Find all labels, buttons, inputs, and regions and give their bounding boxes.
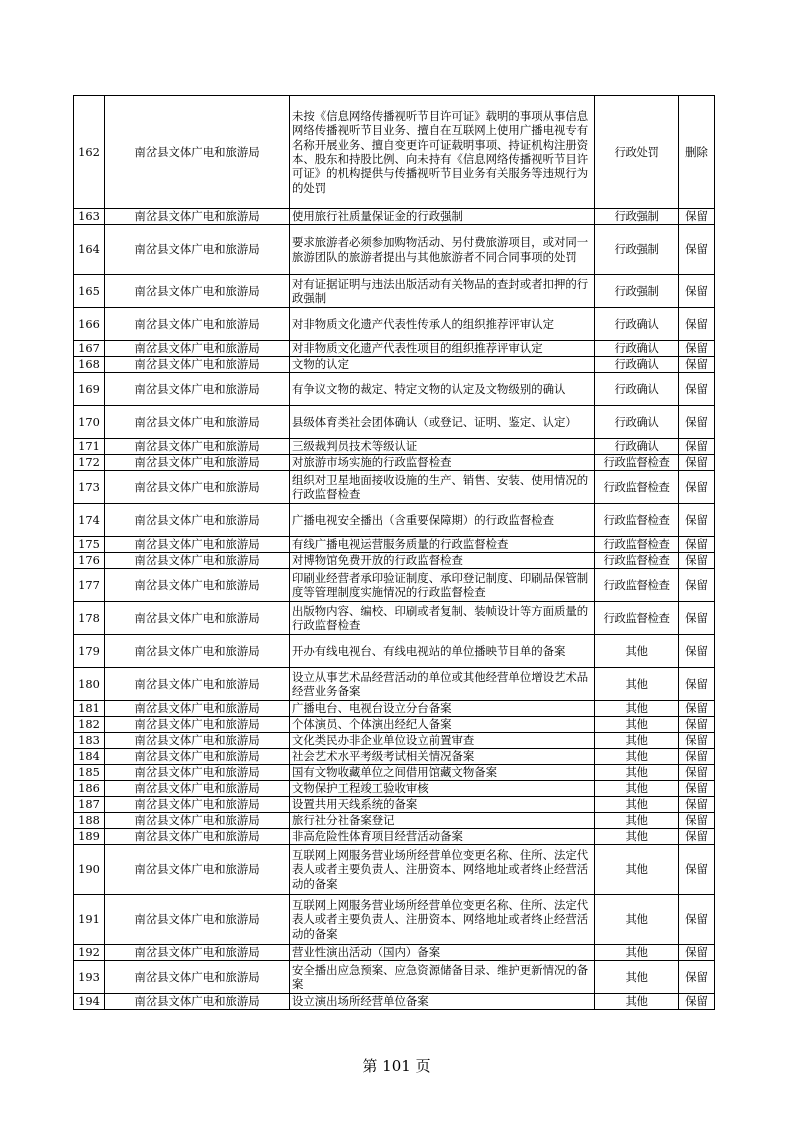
- department: 南岔县文体广电和旅游局: [105, 209, 290, 225]
- row-number: 187: [74, 797, 105, 813]
- row-number: 172: [74, 455, 105, 471]
- item-name: 设立演出场所经营单位备案: [290, 994, 595, 1010]
- table-row: [74, 225, 715, 275]
- item-type: 行政处罚: [595, 96, 679, 209]
- item-name: 出版物内容、编校、印刷或者复制、装帧设计等方面质量的行政监督检查: [290, 602, 595, 635]
- row-number: 194: [74, 994, 105, 1010]
- result: 保留: [679, 635, 715, 668]
- item-type: 行政强制: [595, 225, 679, 275]
- table-row: [74, 275, 715, 308]
- row-number: 177: [74, 569, 105, 602]
- item-name: 安全播出应急预案、应急资源储备目录、维护更新情况的备案: [290, 961, 595, 994]
- department: 南岔县文体广电和旅游局: [105, 504, 290, 537]
- item-type: 其他: [595, 781, 679, 797]
- department: 南岔县文体广电和旅游局: [105, 439, 290, 455]
- item-name: 设立从事艺术品经营活动的单位或其他经营单位增设艺术品经营业务备案: [290, 668, 595, 701]
- result: 保留: [679, 209, 715, 225]
- row-number: 175: [74, 537, 105, 553]
- item-name: 未按《信息网络传播视听节目许可证》载明的事项从事信息网络传播视听节目业务、擅自在互联网上使用广播电视专有名称开展业务、擅自变更许可证载明事项、持证机构注册资本、股东和持股比例、向未持有《信息网络传播视听节目许可证》的机构提供与传播视听节目业务有关服务等违规行为的处罚: [290, 96, 595, 209]
- row-number: 191: [74, 895, 105, 945]
- department: 南岔县文体广电和旅游局: [105, 96, 290, 209]
- result: 保留: [679, 373, 715, 406]
- result: 保留: [679, 553, 715, 569]
- row-number: 171: [74, 439, 105, 455]
- result: 保留: [679, 308, 715, 341]
- department: 南岔县文体广电和旅游局: [105, 765, 290, 781]
- item-name: 文化类民办非企业单位设立前置审查: [290, 733, 595, 749]
- result: 保留: [679, 504, 715, 537]
- item-name: 个体演员、个体演出经纪人备案: [290, 717, 595, 733]
- table-row: [74, 96, 715, 209]
- table-row: [74, 439, 715, 455]
- department: 南岔县文体广电和旅游局: [105, 994, 290, 1010]
- row-number: 174: [74, 504, 105, 537]
- department: 南岔县文体广电和旅游局: [105, 635, 290, 668]
- row-number: 164: [74, 225, 105, 275]
- table-row: [74, 308, 715, 341]
- item-type: 行政强制: [595, 275, 679, 308]
- result: 保留: [679, 717, 715, 733]
- result: 保留: [679, 455, 715, 471]
- table-row: [74, 945, 715, 961]
- department: 南岔县文体广电和旅游局: [105, 829, 290, 845]
- result: 保留: [679, 797, 715, 813]
- table-row: [74, 994, 715, 1010]
- item-type: 行政确认: [595, 357, 679, 373]
- table-row: [74, 961, 715, 994]
- table-row: [74, 341, 715, 357]
- department: 南岔县文体广电和旅游局: [105, 553, 290, 569]
- table-row: [74, 845, 715, 895]
- result: 保留: [679, 602, 715, 635]
- table-row: [74, 749, 715, 765]
- department: 南岔县文体广电和旅游局: [105, 781, 290, 797]
- department: 南岔县文体广电和旅游局: [105, 471, 290, 504]
- row-number: 184: [74, 749, 105, 765]
- item-name: 文物的认定: [290, 357, 595, 373]
- item-type: 行政监督检查: [595, 537, 679, 553]
- item-name: 组织对卫星地面接收设施的生产、销售、安装、使用情况的行政监督检查: [290, 471, 595, 504]
- table-body: [74, 96, 715, 1010]
- result: 保留: [679, 781, 715, 797]
- page-number: 第 101 页: [362, 1057, 431, 1075]
- item-type: 其他: [595, 668, 679, 701]
- row-number: 186: [74, 781, 105, 797]
- item-name: 要求旅游者必须参加购物活动、另付费旅游项目，或对同一旅游团队的旅游者提出与其他旅游者不同合同事项的处罚: [290, 225, 595, 275]
- result: 保留: [679, 537, 715, 553]
- row-number: 163: [74, 209, 105, 225]
- department: 南岔县文体广电和旅游局: [105, 357, 290, 373]
- department: 南岔县文体广电和旅游局: [105, 225, 290, 275]
- result: 保留: [679, 668, 715, 701]
- item-type: 行政监督检查: [595, 569, 679, 602]
- result: 保留: [679, 275, 715, 308]
- item-type: 其他: [595, 765, 679, 781]
- table-row: [74, 895, 715, 945]
- department: 南岔县文体广电和旅游局: [105, 275, 290, 308]
- table-row: [74, 504, 715, 537]
- table-row: [74, 537, 715, 553]
- result: 保留: [679, 749, 715, 765]
- item-name: 有争议文物的裁定、特定文物的认定及文物级别的确认: [290, 373, 595, 406]
- row-number: 182: [74, 717, 105, 733]
- item-name: 国有文物收藏单位之间借用馆藏文物备案: [290, 765, 595, 781]
- department: 南岔县文体广电和旅游局: [105, 668, 290, 701]
- row-number: 183: [74, 733, 105, 749]
- item-type: 其他: [595, 733, 679, 749]
- item-name: 对有证据证明与违法出版活动有关物品的查封或者扣押的行政强制: [290, 275, 595, 308]
- result: 保留: [679, 765, 715, 781]
- department: 南岔县文体广电和旅游局: [105, 797, 290, 813]
- row-number: 170: [74, 406, 105, 439]
- result: 保留: [679, 994, 715, 1010]
- result: 保留: [679, 829, 715, 845]
- result: 保留: [679, 406, 715, 439]
- item-type: 行政监督检查: [595, 553, 679, 569]
- item-name: 广播电视安全播出（含重要保障期）的行政监督检查: [290, 504, 595, 537]
- table-row: [74, 813, 715, 829]
- result: 删除: [679, 96, 715, 209]
- item-type: 其他: [595, 845, 679, 895]
- table-row: [74, 455, 715, 471]
- table-row: [74, 765, 715, 781]
- row-number: 189: [74, 829, 105, 845]
- item-name: 互联网上网服务营业场所经营单位变更名称、住所、法定代表人或者主要负责人、注册资本、网络地址或者终止经营活动的备案: [290, 845, 595, 895]
- table-row: [74, 829, 715, 845]
- row-number: 168: [74, 357, 105, 373]
- row-number: 162: [74, 96, 105, 209]
- item-name: 广播电台、电视台设立分台备案: [290, 701, 595, 717]
- item-type: 其他: [595, 895, 679, 945]
- department: 南岔县文体广电和旅游局: [105, 961, 290, 994]
- table-row: [74, 602, 715, 635]
- item-type: 行政监督检查: [595, 455, 679, 471]
- item-type: 其他: [595, 961, 679, 994]
- department: 南岔县文体广电和旅游局: [105, 895, 290, 945]
- row-number: 167: [74, 341, 105, 357]
- item-name: 使用旅行社质量保证金的行政强制: [290, 209, 595, 225]
- item-type: 其他: [595, 813, 679, 829]
- row-number: 185: [74, 765, 105, 781]
- department: 南岔县文体广电和旅游局: [105, 537, 290, 553]
- department: 南岔县文体广电和旅游局: [105, 845, 290, 895]
- item-name: 设置共用天线系统的备案: [290, 797, 595, 813]
- department: 南岔县文体广电和旅游局: [105, 717, 290, 733]
- table-row: [74, 471, 715, 504]
- table-row: [74, 668, 715, 701]
- item-name: 营业性演出活动（国内）备案: [290, 945, 595, 961]
- result: 保留: [679, 341, 715, 357]
- row-number: 188: [74, 813, 105, 829]
- table-row: [74, 781, 715, 797]
- item-type: 其他: [595, 829, 679, 845]
- item-type: 行政确认: [595, 439, 679, 455]
- result: 保留: [679, 733, 715, 749]
- department: 南岔县文体广电和旅游局: [105, 701, 290, 717]
- result: 保留: [679, 225, 715, 275]
- item-name: 有线广播电视运营服务质量的行政监督检查: [290, 537, 595, 553]
- result: 保留: [679, 961, 715, 994]
- table-row: [74, 569, 715, 602]
- row-number: 193: [74, 961, 105, 994]
- department: 南岔县文体广电和旅游局: [105, 749, 290, 765]
- department: 南岔县文体广电和旅游局: [105, 813, 290, 829]
- item-type: 其他: [595, 749, 679, 765]
- item-type: 其他: [595, 797, 679, 813]
- department: 南岔县文体广电和旅游局: [105, 733, 290, 749]
- department: 南岔县文体广电和旅游局: [105, 341, 290, 357]
- table-row: [74, 406, 715, 439]
- item-name: 三级裁判员技术等级认证: [290, 439, 595, 455]
- item-type: 行政确认: [595, 341, 679, 357]
- item-type: 其他: [595, 701, 679, 717]
- item-name: 非高危险性体育项目经营活动备案: [290, 829, 595, 845]
- result: 保留: [679, 895, 715, 945]
- item-type: 行政确认: [595, 406, 679, 439]
- department: 南岔县文体广电和旅游局: [105, 373, 290, 406]
- item-type: 其他: [595, 994, 679, 1010]
- table-row: [74, 797, 715, 813]
- item-name: 文物保护工程竣工验收审核: [290, 781, 595, 797]
- result: 保留: [679, 945, 715, 961]
- item-type: 行政监督检查: [595, 602, 679, 635]
- item-name: 社会艺术水平考级考试相关情况备案: [290, 749, 595, 765]
- table-row: [74, 635, 715, 668]
- item-name: 对非物质文化遗产代表性传承人的组织推荐评审认定: [290, 308, 595, 341]
- item-type: 行政确认: [595, 308, 679, 341]
- table-row: [74, 553, 715, 569]
- row-number: 180: [74, 668, 105, 701]
- row-number: 178: [74, 602, 105, 635]
- department: 南岔县文体广电和旅游局: [105, 406, 290, 439]
- item-name: 旅行社分社备案登记: [290, 813, 595, 829]
- result: 保留: [679, 357, 715, 373]
- row-number: 192: [74, 945, 105, 961]
- item-name: 对非物质文化遗产代表性项目的组织推荐评审认定: [290, 341, 595, 357]
- item-name: 开办有线电视台、有线电视站的单位播映节目单的备案: [290, 635, 595, 668]
- table-row: [74, 701, 715, 717]
- result: 保留: [679, 813, 715, 829]
- item-name: 印刷业经营者承印验证制度、承印登记制度、印刷品保管制度等管理制度实施情况的行政监督检查: [290, 569, 595, 602]
- table-row: [74, 357, 715, 373]
- table-row: [74, 733, 715, 749]
- row-number: 166: [74, 308, 105, 341]
- result: 保留: [679, 569, 715, 602]
- result: 保留: [679, 439, 715, 455]
- item-type: 其他: [595, 945, 679, 961]
- item-name: 互联网上网服务营业场所经营单位变更名称、住所、法定代表人或者主要负责人、注册资本、网络地址或者终止经营活动的备案: [290, 895, 595, 945]
- row-number: 169: [74, 373, 105, 406]
- item-type: 其他: [595, 717, 679, 733]
- items-table: [73, 95, 715, 1010]
- table-row: [74, 209, 715, 225]
- item-type: 行政监督检查: [595, 504, 679, 537]
- item-type: 行政监督检查: [595, 471, 679, 504]
- department: 南岔县文体广电和旅游局: [105, 569, 290, 602]
- item-name: 县级体育类社会团体确认（或登记、证明、鉴定、认定）: [290, 406, 595, 439]
- item-type: 其他: [595, 635, 679, 668]
- department: 南岔县文体广电和旅游局: [105, 602, 290, 635]
- table-row: [74, 717, 715, 733]
- department: 南岔县文体广电和旅游局: [105, 945, 290, 961]
- row-number: 179: [74, 635, 105, 668]
- result: 保留: [679, 471, 715, 504]
- row-number: 173: [74, 471, 105, 504]
- row-number: 165: [74, 275, 105, 308]
- item-type: 行政确认: [595, 373, 679, 406]
- department: 南岔县文体广电和旅游局: [105, 455, 290, 471]
- table-row: [74, 373, 715, 406]
- item-name: 对旅游市场实施的行政监督检查: [290, 455, 595, 471]
- item-name: 对博物馆免费开放的行政监督检查: [290, 553, 595, 569]
- row-number: 190: [74, 845, 105, 895]
- result: 保留: [679, 845, 715, 895]
- row-number: 181: [74, 701, 105, 717]
- row-number: 176: [74, 553, 105, 569]
- item-type: 行政强制: [595, 209, 679, 225]
- result: 保留: [679, 701, 715, 717]
- department: 南岔县文体广电和旅游局: [105, 308, 290, 341]
